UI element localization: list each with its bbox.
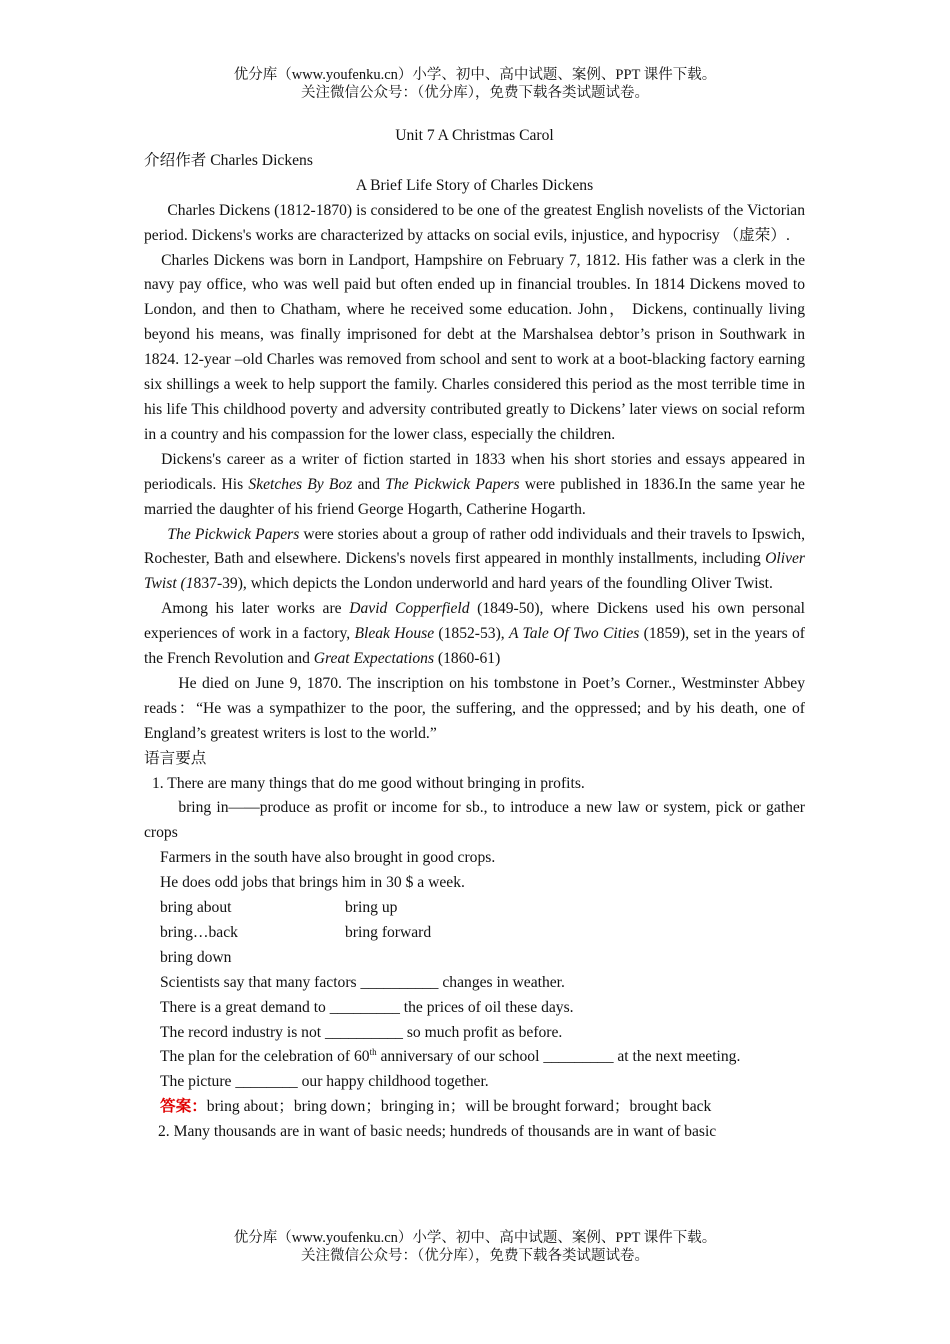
title-tale-of-two-cities: A Tale Of Two Cities <box>508 625 640 643</box>
title-great-expectations: Great Expectations <box>313 650 435 668</box>
language-points-heading: 语言要点 <box>144 749 207 767</box>
bring-in-definition: bring in——produce as profit or income for sb., to introduce a new law or system, pick or gather crops <box>144 799 805 842</box>
page-header <box>0 66 950 102</box>
paragraph-5: Among his later works are David Copperfield (1849-50), where Dickens used his own personal experiences of work in a factory, Bleak House (1852-53), A Tale Of Two Cities (1859), set in the years of the French Revolution and Great Expectations (1860-61) <box>144 600 805 668</box>
answer-text: bring about；bring down；bringing in；will be brought forward；brought back <box>206 1098 712 1116</box>
paragraph-4: The Pickwick Papers were stories about a group of rather odd individuals and their travels to Ipswich, Rochester, Bath and elsewhere. Dickens's novels first appeared in monthly installments, including Oliver Twist (1837-39), which depicts the London underworld and hard years of the foundling Oliver Twist. <box>144 525 805 593</box>
paragraph-2: Charles Dickens was born in Landport, Hampshire on February 7, 1812. His father was a clerk in the navy pay office, who was well paid but often ended up in financial troubles. In 1814 Dickens moved to London, and then to Chatham, where he received some education. John， Dickens, continually living beyond his means, was finally imprisoned for debt at the Marshalsea debtor’s prison in Southwark in 1824. 12-year –old Charles was removed from school and sent to work at a boot-blacking factory earning six shillings a week to help support the family. Charles considered this period as the most terrible time in his life This childhood poverty and adversity contributed greatly to Dickens’ later views on social reform in a country and his compassion for the lower class, especially the children. <box>144 251 805 443</box>
exercise-2: There is a great demand to _________ the prices of oil these days. <box>160 998 574 1016</box>
header-line-1: 优分库（www.youfenku.cn）小学、初中、高中试题、案例、PPT 课件下载。 <box>233 67 717 83</box>
footer-line-1: 优分库（www.youfenku.cn）小学、初中、高中试题、案例、PPT 课件下载。 <box>233 1230 717 1246</box>
intro-heading: 介绍作者 Charles Dickens <box>144 151 313 169</box>
document-body <box>144 124 805 1145</box>
paragraph-6: He died on June 9, 1870. The inscription on his tombstone in Poet’s Corner., Westminster Abbey reads：“He was a sympathizer to the poor, the suffering, and the oppressed; and by his death, one of England’s greatest writers is lost to the world.” <box>144 674 805 742</box>
exercise-3: The record industry is not __________ so much profit as before. <box>160 1023 563 1041</box>
exercise-4: The plan for the celebration of 60th anniversary of our school _________ at the next meeting. <box>160 1047 741 1066</box>
title-bleak-house: Bleak House <box>354 625 435 643</box>
paragraph-3: Dickens's career as a writer of fiction started in 1833 when his short stories and essays appeared in periodicals. His Sketches By Boz and The Pickwick Papers were published in 1836.In the same year he married the daughter of his friend George Hogarth, Catherine Hogarth. <box>144 450 805 518</box>
title-pickwick-papers: The Pickwick Papers <box>167 525 300 543</box>
phrase: bring up <box>345 899 398 917</box>
paragraph-1: Charles Dickens (1812-1870) is considered to be one of the greatest English novelists of the Victorian period. Dickens's works are characterized by attacks on social evils, injustice, and hypocrisy （虚荣）. <box>144 201 805 244</box>
phrase: bring down <box>160 948 232 966</box>
phrase-row <box>144 896 805 921</box>
phrase-row <box>144 921 805 946</box>
point-1: 1. There are many things that do me good without bringing in profits. <box>152 774 585 792</box>
example-2: He does odd jobs that brings him in 30 $ a week. <box>160 874 465 892</box>
title-david-copperfield: David Copperfield <box>349 600 470 618</box>
unit-title: Unit 7 A Christmas Carol <box>395 127 554 144</box>
title-oliver-twist: Oliver Twist (1 <box>144 550 805 593</box>
answer-line <box>144 1095 805 1120</box>
page-footer <box>0 1229 950 1265</box>
phrase: bring about <box>160 899 232 917</box>
exercise-5: The picture ________ our happy childhood together. <box>160 1073 489 1091</box>
title-pickwick-papers: The Pickwick Papers <box>385 475 520 493</box>
phrase-row <box>144 946 805 971</box>
point-2: 2. Many thousands are in want of basic needs; hundreds of thousands are in want of basic <box>158 1123 717 1141</box>
answer-label: 答案： <box>160 1098 207 1116</box>
phrase: bring…back <box>160 923 238 941</box>
title-sketches-by-boz: Sketches By Boz <box>248 475 353 493</box>
story-title: A Brief Life Story of Charles Dickens <box>355 176 594 194</box>
exercise-1: Scientists say that many factors __________ changes in weather. <box>160 973 565 991</box>
footer-line-2: 关注微信公众号：（优分库），免费下载各类试题试卷。 <box>301 1248 649 1264</box>
phrase: bring forward <box>345 923 432 941</box>
header-line-2: 关注微信公众号：（优分库），免费下载各类试题试卷。 <box>301 85 649 101</box>
example-1: Farmers in the south have also brought in good crops. <box>160 849 496 867</box>
